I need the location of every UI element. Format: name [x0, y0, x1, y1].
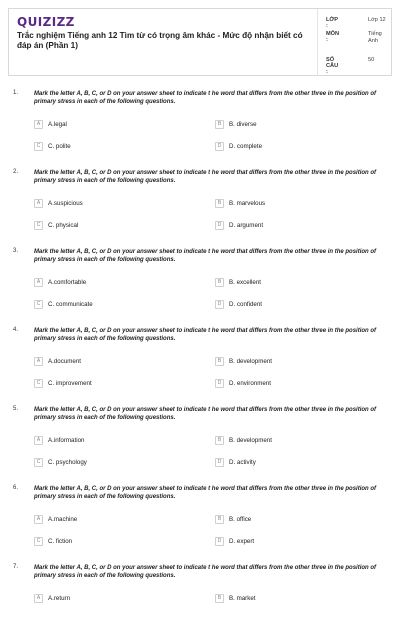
option-letter: B [215, 278, 224, 287]
option-letter: B [215, 594, 224, 603]
option-a[interactable] [34, 277, 86, 287]
option-letter: B [215, 199, 224, 208]
question-number: 2. [13, 169, 19, 175]
option-text: A.legal [48, 120, 67, 128]
option-text: A.document [48, 357, 82, 365]
meta-value: 50 [368, 57, 375, 63]
option-text: D. confident [229, 300, 263, 308]
question-number: 3. [13, 248, 19, 254]
meta-label: LỚP : [326, 17, 338, 29]
meta-label: MÔN : [326, 31, 340, 43]
option-b[interactable] [215, 435, 272, 445]
question-number: 6. [13, 485, 19, 491]
option-text: B. development [229, 436, 272, 444]
option-letter: B [215, 357, 224, 366]
option-letter: D [215, 379, 224, 388]
option-letter: B [215, 120, 224, 129]
option-a[interactable] [34, 198, 83, 208]
question-list [0, 88, 400, 641]
question-text: Mark the letter A, B, C, or D on your answer sheet to indicate t he word that differs from the other three in the position of primary stress in each of the following questions. [34, 407, 377, 421]
option-letter: A [34, 357, 43, 366]
question-text: Mark the letter A, B, C, or D on your answer sheet to indicate t he word that differs from the other three in the position of primary stress in each of the following questions. [34, 486, 377, 500]
worksheet-title: Trắc nghiệm Tiếng anh 12 Tìm từ có trọng âm khác - Mức độ nhận biết có đáp án (Phần 1) [17, 31, 303, 50]
option-d[interactable] [215, 378, 271, 388]
option-letter: B [215, 436, 224, 445]
option-letter: C [34, 221, 43, 230]
option-b[interactable] [215, 514, 251, 524]
question-text: Mark the letter A, B, C, or D on your answer sheet to indicate t he word that differs from the other three in the position of primary stress in each of the following questions. [34, 170, 377, 184]
option-d[interactable] [215, 457, 256, 467]
option-a[interactable] [34, 356, 81, 366]
option-b[interactable] [215, 119, 257, 129]
option-text: D. argument [229, 221, 264, 229]
option-d[interactable] [215, 536, 254, 546]
option-text: B. market [229, 594, 256, 602]
option-letter: C [34, 379, 43, 388]
option-text: C. physical [48, 221, 79, 229]
question-item [0, 167, 400, 246]
option-c[interactable] [34, 299, 93, 309]
option-a[interactable] [34, 119, 67, 129]
question-item [0, 483, 400, 562]
option-letter: B [215, 515, 224, 524]
option-letter: A [34, 436, 43, 445]
option-letter: C [34, 458, 43, 467]
option-letter: A [34, 515, 43, 524]
option-c[interactable] [34, 220, 78, 230]
question-item [0, 562, 400, 641]
option-letter: C [34, 300, 43, 309]
option-text: A.machine [48, 515, 78, 523]
option-text: D. environment [229, 379, 271, 387]
option-letter: D [215, 142, 224, 151]
question-text: Mark the letter A, B, C, or D on your answer sheet to indicate t he word that differs from the other three in the position of primary stress in each of the following questions. [34, 249, 377, 263]
option-c[interactable] [34, 378, 92, 388]
meta-value: Lớp 12 [368, 17, 386, 23]
quizizz-logo: QUIZIZZ [17, 15, 75, 29]
option-letter: A [34, 278, 43, 287]
question-item [0, 88, 400, 167]
option-text: C. polite [48, 142, 71, 150]
option-text: A.information [48, 436, 85, 444]
option-c[interactable] [34, 536, 72, 546]
question-text: Mark the letter A, B, C, or D on your answer sheet to indicate t he word that differs from the other three in the position of primary stress in each of the following questions. [34, 328, 377, 342]
option-letter: A [34, 594, 43, 603]
option-a[interactable] [34, 514, 77, 524]
option-text: A.comfortable [48, 278, 87, 286]
option-text: B. excellent [229, 278, 261, 286]
meta-label: SỐ CÂU : [326, 57, 339, 75]
worksheet-header [8, 8, 392, 76]
option-b[interactable] [215, 198, 265, 208]
question-item [0, 246, 400, 325]
option-letter: D [215, 458, 224, 467]
question-number: 1. [13, 90, 19, 96]
option-letter: C [34, 142, 43, 151]
option-text: A.return [48, 594, 71, 602]
option-text: C. psychology [48, 458, 87, 466]
option-text: D. complete [229, 142, 263, 150]
option-text: A.suspicious [48, 199, 83, 207]
option-letter: D [215, 221, 224, 230]
option-text: C. fiction [48, 537, 73, 545]
option-letter: C [34, 537, 43, 546]
option-d[interactable] [215, 220, 263, 230]
question-text: Mark the letter A, B, C, or D on your answer sheet to indicate t he word that differs from the other three in the position of primary stress in each of the following questions. [34, 91, 377, 105]
option-text: C. communicate [48, 300, 93, 308]
option-text: C. improvement [48, 379, 92, 387]
option-text: B. marvelous [229, 199, 266, 207]
option-b[interactable] [215, 593, 255, 603]
meta-value: Tiếng Anh [368, 31, 382, 44]
option-c[interactable] [34, 141, 71, 151]
question-text: Mark the letter A, B, C, or D on your answer sheet to indicate t he word that differs from the other three in the position of primary stress in each of the following questions. [34, 565, 377, 579]
option-letter: A [34, 199, 43, 208]
option-text: B. office [229, 515, 252, 523]
option-letter: D [215, 300, 224, 309]
option-text: B. diverse [229, 120, 257, 128]
question-number: 5. [13, 406, 19, 412]
option-d[interactable] [215, 299, 262, 309]
option-text: D. expert [229, 537, 255, 545]
question-number: 7. [13, 564, 19, 570]
question-item [0, 325, 400, 404]
option-text: D. activity [229, 458, 256, 466]
option-b[interactable] [215, 277, 261, 287]
worksheet-meta [317, 9, 394, 75]
option-letter: A [34, 120, 43, 129]
option-d[interactable] [215, 141, 262, 151]
question-number: 4. [13, 327, 19, 333]
option-a[interactable] [34, 435, 84, 445]
option-text: B. development [229, 357, 272, 365]
option-letter: D [215, 537, 224, 546]
option-b[interactable] [215, 356, 272, 366]
option-a[interactable] [34, 593, 70, 603]
question-item [0, 404, 400, 483]
option-c[interactable] [34, 457, 87, 467]
